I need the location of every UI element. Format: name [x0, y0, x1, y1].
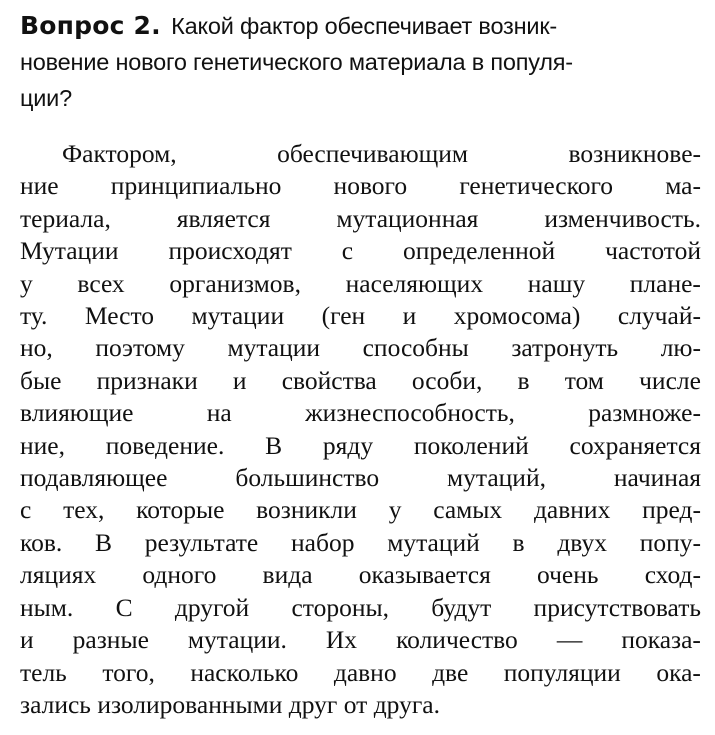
question-line-1	[20, 8, 701, 44]
question-text-line: новение нового генетического материала в популя-	[20, 49, 573, 75]
answer-text-line: Мутации происходят с определенной частотой	[20, 236, 701, 266]
answer-text-line: ляциях одного вида оказывается очень сход-	[20, 560, 701, 590]
answer-text-line: Фактором, обеспечивающим возникнове-	[62, 139, 701, 168]
answer-text-line: зались изолированными друг от друга.	[20, 689, 440, 719]
answer-text-line: но, поэтому мутации способны затронуть лю-	[20, 333, 701, 363]
answer-text-line: тель того, насколько давно две популяции ока-	[20, 657, 701, 687]
question-label: Вопрос 2.	[20, 11, 161, 40]
answer-text-line: и разные мутации. Их количество — показа-	[20, 625, 701, 655]
answer-text-line: териала, является мутационная изменчивость.	[20, 203, 701, 233]
answer-text-line: влияющие на жизнеспособность, размноже-	[20, 398, 701, 428]
answer-text-line: подавляющее большинство мутаций, начиная	[20, 463, 701, 493]
answer-text-line: ным. С другой стороны, будут присутствовать	[20, 592, 701, 622]
answer-text-line: с тех, которые возникли у самых давних пред-	[20, 495, 701, 525]
answer-text-line: бые признаки и свойства особи, в том числе	[20, 365, 701, 395]
question-text-line: Какой фактор обеспечивает возник-	[171, 13, 558, 39]
answer-text-line: ние принципиально нового генетического ма-	[20, 171, 701, 201]
answer-text-line: ние, поведение. В ряду поколений сохраняется	[20, 430, 701, 460]
answer-text-line: ту. Место мутации (ген и хромосома) случай-	[20, 301, 701, 331]
question-text-line: ции?	[20, 85, 72, 111]
answer-block	[20, 138, 701, 721]
answer-text-line: у всех организмов, населяющих нашу плане-	[20, 268, 701, 298]
answer-text-line: ков. В результате набор мутаций в двух попу-	[20, 527, 701, 557]
question-block	[20, 8, 701, 116]
